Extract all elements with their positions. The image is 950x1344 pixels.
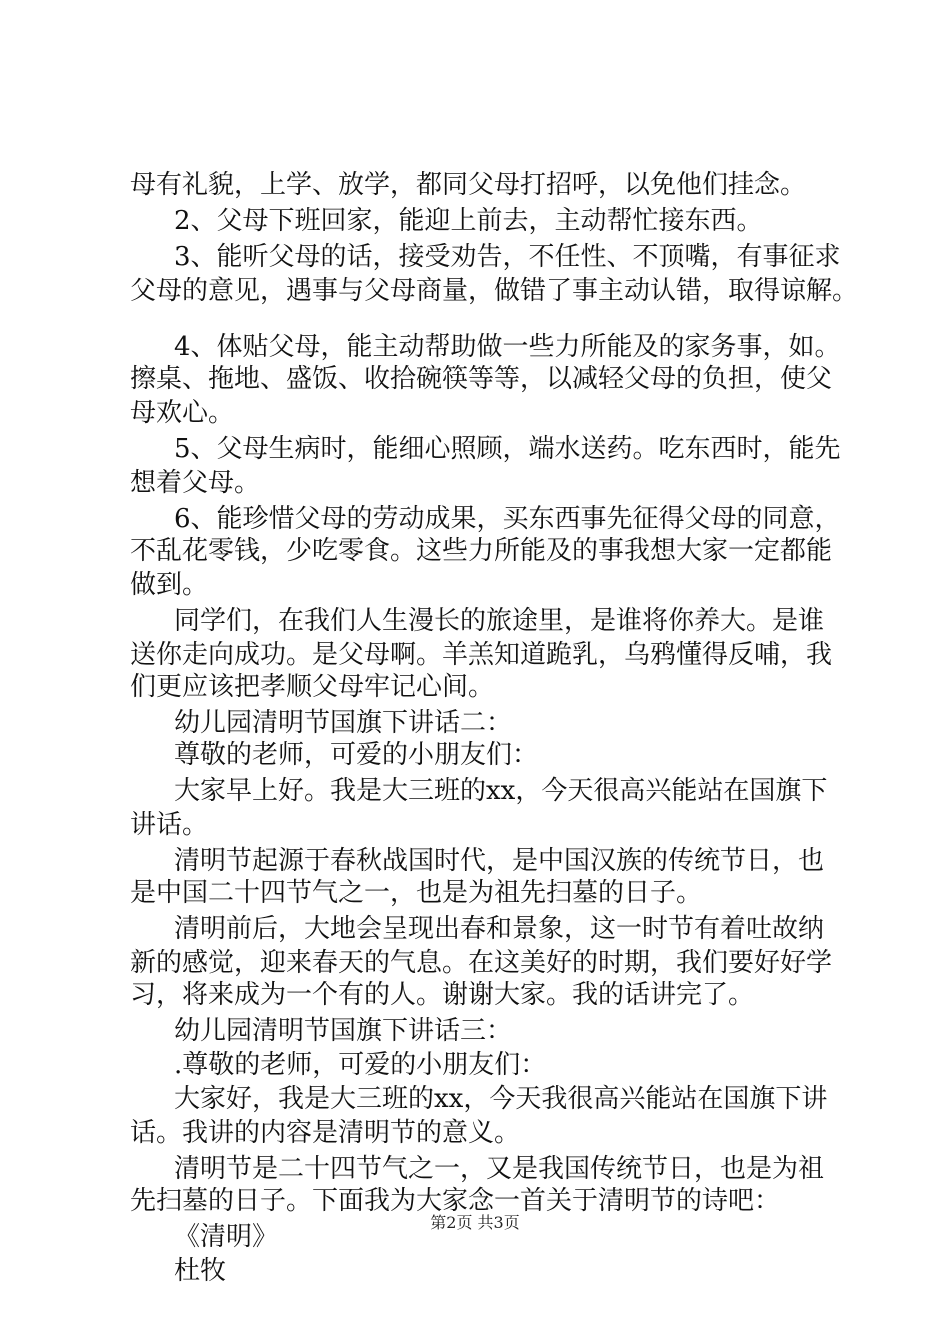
text-line: 新的感觉，迎来春天的气息。在这美好的时期，我们要好好学 (130, 948, 833, 978)
text-line: 擦桌、拖地、盛饭、收拾碗筷等等，以减轻父母的负担，使父 (130, 364, 833, 394)
text-line: 们更应该把孝顺父母牢记心间。 (130, 672, 495, 702)
text-line: 清明前后，大地会呈现出春和景象，这一时节有着吐故纳 (174, 914, 825, 944)
text-line: 送你走向成功。是父母啊。羊羔知道跪乳，乌鸦懂得反哺，我 (130, 640, 833, 670)
text-line: 习，将来成为一个有的人。谢谢大家。我的话讲完了。 (130, 980, 755, 1010)
text-line: 4、体贴父母，能主动帮助做一些力所能及的家务事，如。 (174, 332, 841, 362)
text-line: 6、能珍惜父母的劳动成果，买东西事先征得父母的同意， (174, 504, 841, 534)
page-footer: 第2页 共3页 (430, 1213, 520, 1232)
poem-title: 《清明》 (174, 1222, 279, 1252)
text-line: 尊敬的老师，可爱的小朋友们： (174, 740, 539, 770)
text-line: 母欢心。 (130, 398, 235, 428)
text-line: 大家好，我是大三班的xx，今天我很高兴能站在国旗下讲 (174, 1084, 828, 1114)
poem-author: 杜牧 (174, 1256, 227, 1286)
text-line: 先扫墓的日子。下面我为大家念一首关于清明节的诗吧： (130, 1186, 781, 1216)
text-line: 父母的意见，遇事与父母商量，做错了事主动认错，取得谅解。 (130, 276, 859, 306)
text-line: 想着父母。 (130, 468, 261, 498)
text-line: 大家早上好。我是大三班的xx，今天很高兴能站在国旗下 (174, 776, 828, 806)
text-line: 3、能听父母的话，接受劝告，不任性、不顶嘴，有事征求 (174, 242, 841, 272)
text-line: 清明节起源于春秋战国时代，是中国汉族的传统节日，也 (174, 846, 825, 876)
text-line: 不乱花零钱，少吃零食。这些力所能及的事我想大家一定都能 (130, 536, 833, 566)
text-line: 清明节是二十四节气之一，又是我国传统节日，也是为祖 (174, 1154, 825, 1184)
text-line: 2、父母下班回家，能迎上前去，主动帮忙接东西。 (174, 206, 763, 236)
text-line: 5、父母生病时，能细心照顾，端水送药。吃东西时，能先 (174, 434, 841, 464)
text-line: 母有礼貌，上学、放学，都同父母打招呼，以免他们挂念。 (130, 170, 807, 200)
text-line: 讲话。 (130, 810, 209, 840)
text-line: 做到。 (130, 570, 209, 600)
text-line: 话。我讲的内容是清明节的意义。 (130, 1118, 521, 1148)
text-line: 是中国二十四节气之一，也是为祖先扫墓的日子。 (130, 878, 703, 908)
section-heading: 幼儿园清明节国旗下讲话三： (174, 1016, 513, 1046)
text-line: 同学们，在我们人生漫长的旅途里，是谁将你养大。是谁 (174, 606, 825, 636)
text-line: .尊敬的老师，可爱的小朋友们： (174, 1050, 547, 1080)
section-heading: 幼儿园清明节国旗下讲话二： (174, 708, 513, 738)
